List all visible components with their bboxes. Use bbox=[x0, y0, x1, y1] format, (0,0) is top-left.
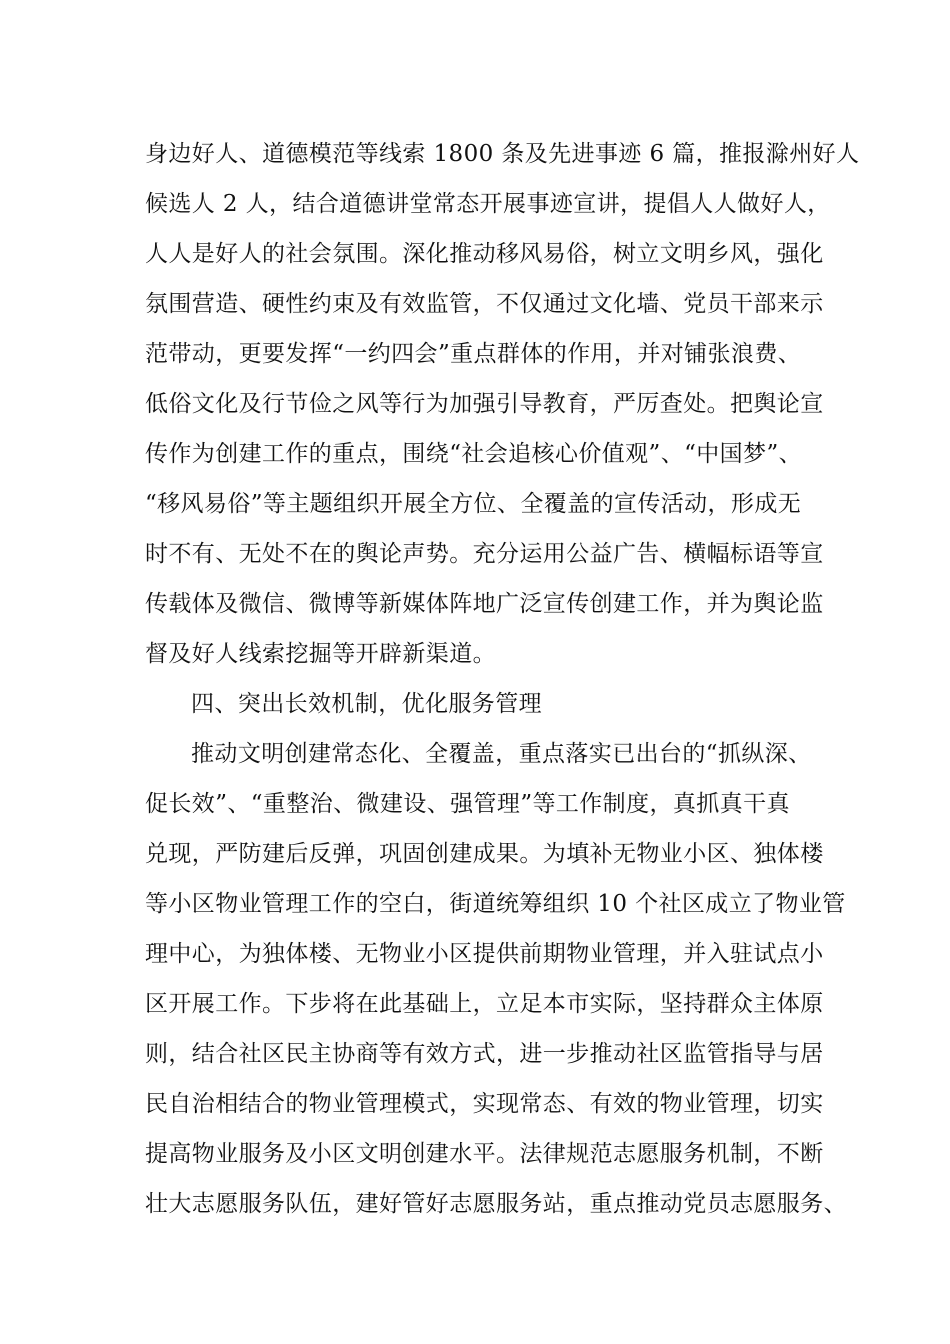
text-line: 低俗文化及行节俭之风等行为加强引导教育，严厉查处。把舆论宣 bbox=[145, 391, 824, 417]
text-line: 壮大志愿服务队伍，建好管好志愿服务站，重点推动党员志愿服务、 bbox=[145, 1191, 847, 1217]
text-line: 传作为创建工作的重点，围绕“社会追核心价值观”、“中国梦”、 bbox=[145, 441, 803, 467]
text-line: 时不有、无处不在的舆论声势。充分运用公益广告、横幅标语等宣 bbox=[145, 541, 824, 567]
text-line: 区开展工作。下步将在此基础上，立足本市实际，坚持群众主体原 bbox=[145, 991, 824, 1017]
text-line: “移风易俗”等主题组织开展全方位、全覆盖的宣传活动，形成无 bbox=[145, 491, 802, 517]
text-line: 提高物业服务及小区文明创建水平。法律规范志愿服务机制，不断 bbox=[145, 1141, 824, 1167]
text-line: 候选人 2 人，结合道德讲堂常态开展事迹宣讲，提倡人人做好人， bbox=[145, 191, 831, 217]
text-line: 氛围营造、硬性约束及有效监管，不仅通过文化墙、党员干部来示 bbox=[145, 291, 824, 317]
text-line: 人人是好人的社会氛围。深化推动移风易俗，树立文明乡风，强化 bbox=[145, 241, 824, 267]
text-line: 督及好人线索挖掘等开辟新渠道。 bbox=[145, 641, 496, 667]
text-line: 民自治相结合的物业管理模式，实现常态、有效的物业管理，切实 bbox=[145, 1091, 824, 1117]
text-line: 理中心，为独体楼、无物业小区提供前期物业管理，并入驻试点小 bbox=[145, 941, 824, 967]
text-line: 身边好人、道德模范等线索 1800 条及先进事迹 6 篇，推报滁州好人 bbox=[145, 141, 860, 167]
text-line: 促长效”、“重整治、微建设、强管理”等工作制度，真抓真干真 bbox=[145, 791, 790, 817]
text-line: 等小区物业管理工作的空白，街道统筹组织 10 个社区成立了物业管 bbox=[145, 891, 846, 917]
section-heading: 四、突出长效机制，优化服务管理 bbox=[191, 691, 542, 717]
text-line: 范带动，更要发挥“一约四会”重点群体的作用，并对铺张浪费、 bbox=[145, 341, 802, 367]
text-line: 则，结合社区民主协商等有效方式，进一步推动社区监管指导与居 bbox=[145, 1041, 824, 1067]
text-line: 兑现，严防建后反弹，巩固创建成果。为填补无物业小区、独体楼 bbox=[145, 841, 824, 867]
paragraph-first-line: 推动文明创建常态化、全覆盖，重点落实已出台的“抓纵深、 bbox=[191, 741, 812, 767]
text-line: 传载体及微信、微博等新媒体阵地广泛宣传创建工作，并为舆论监 bbox=[145, 591, 824, 617]
